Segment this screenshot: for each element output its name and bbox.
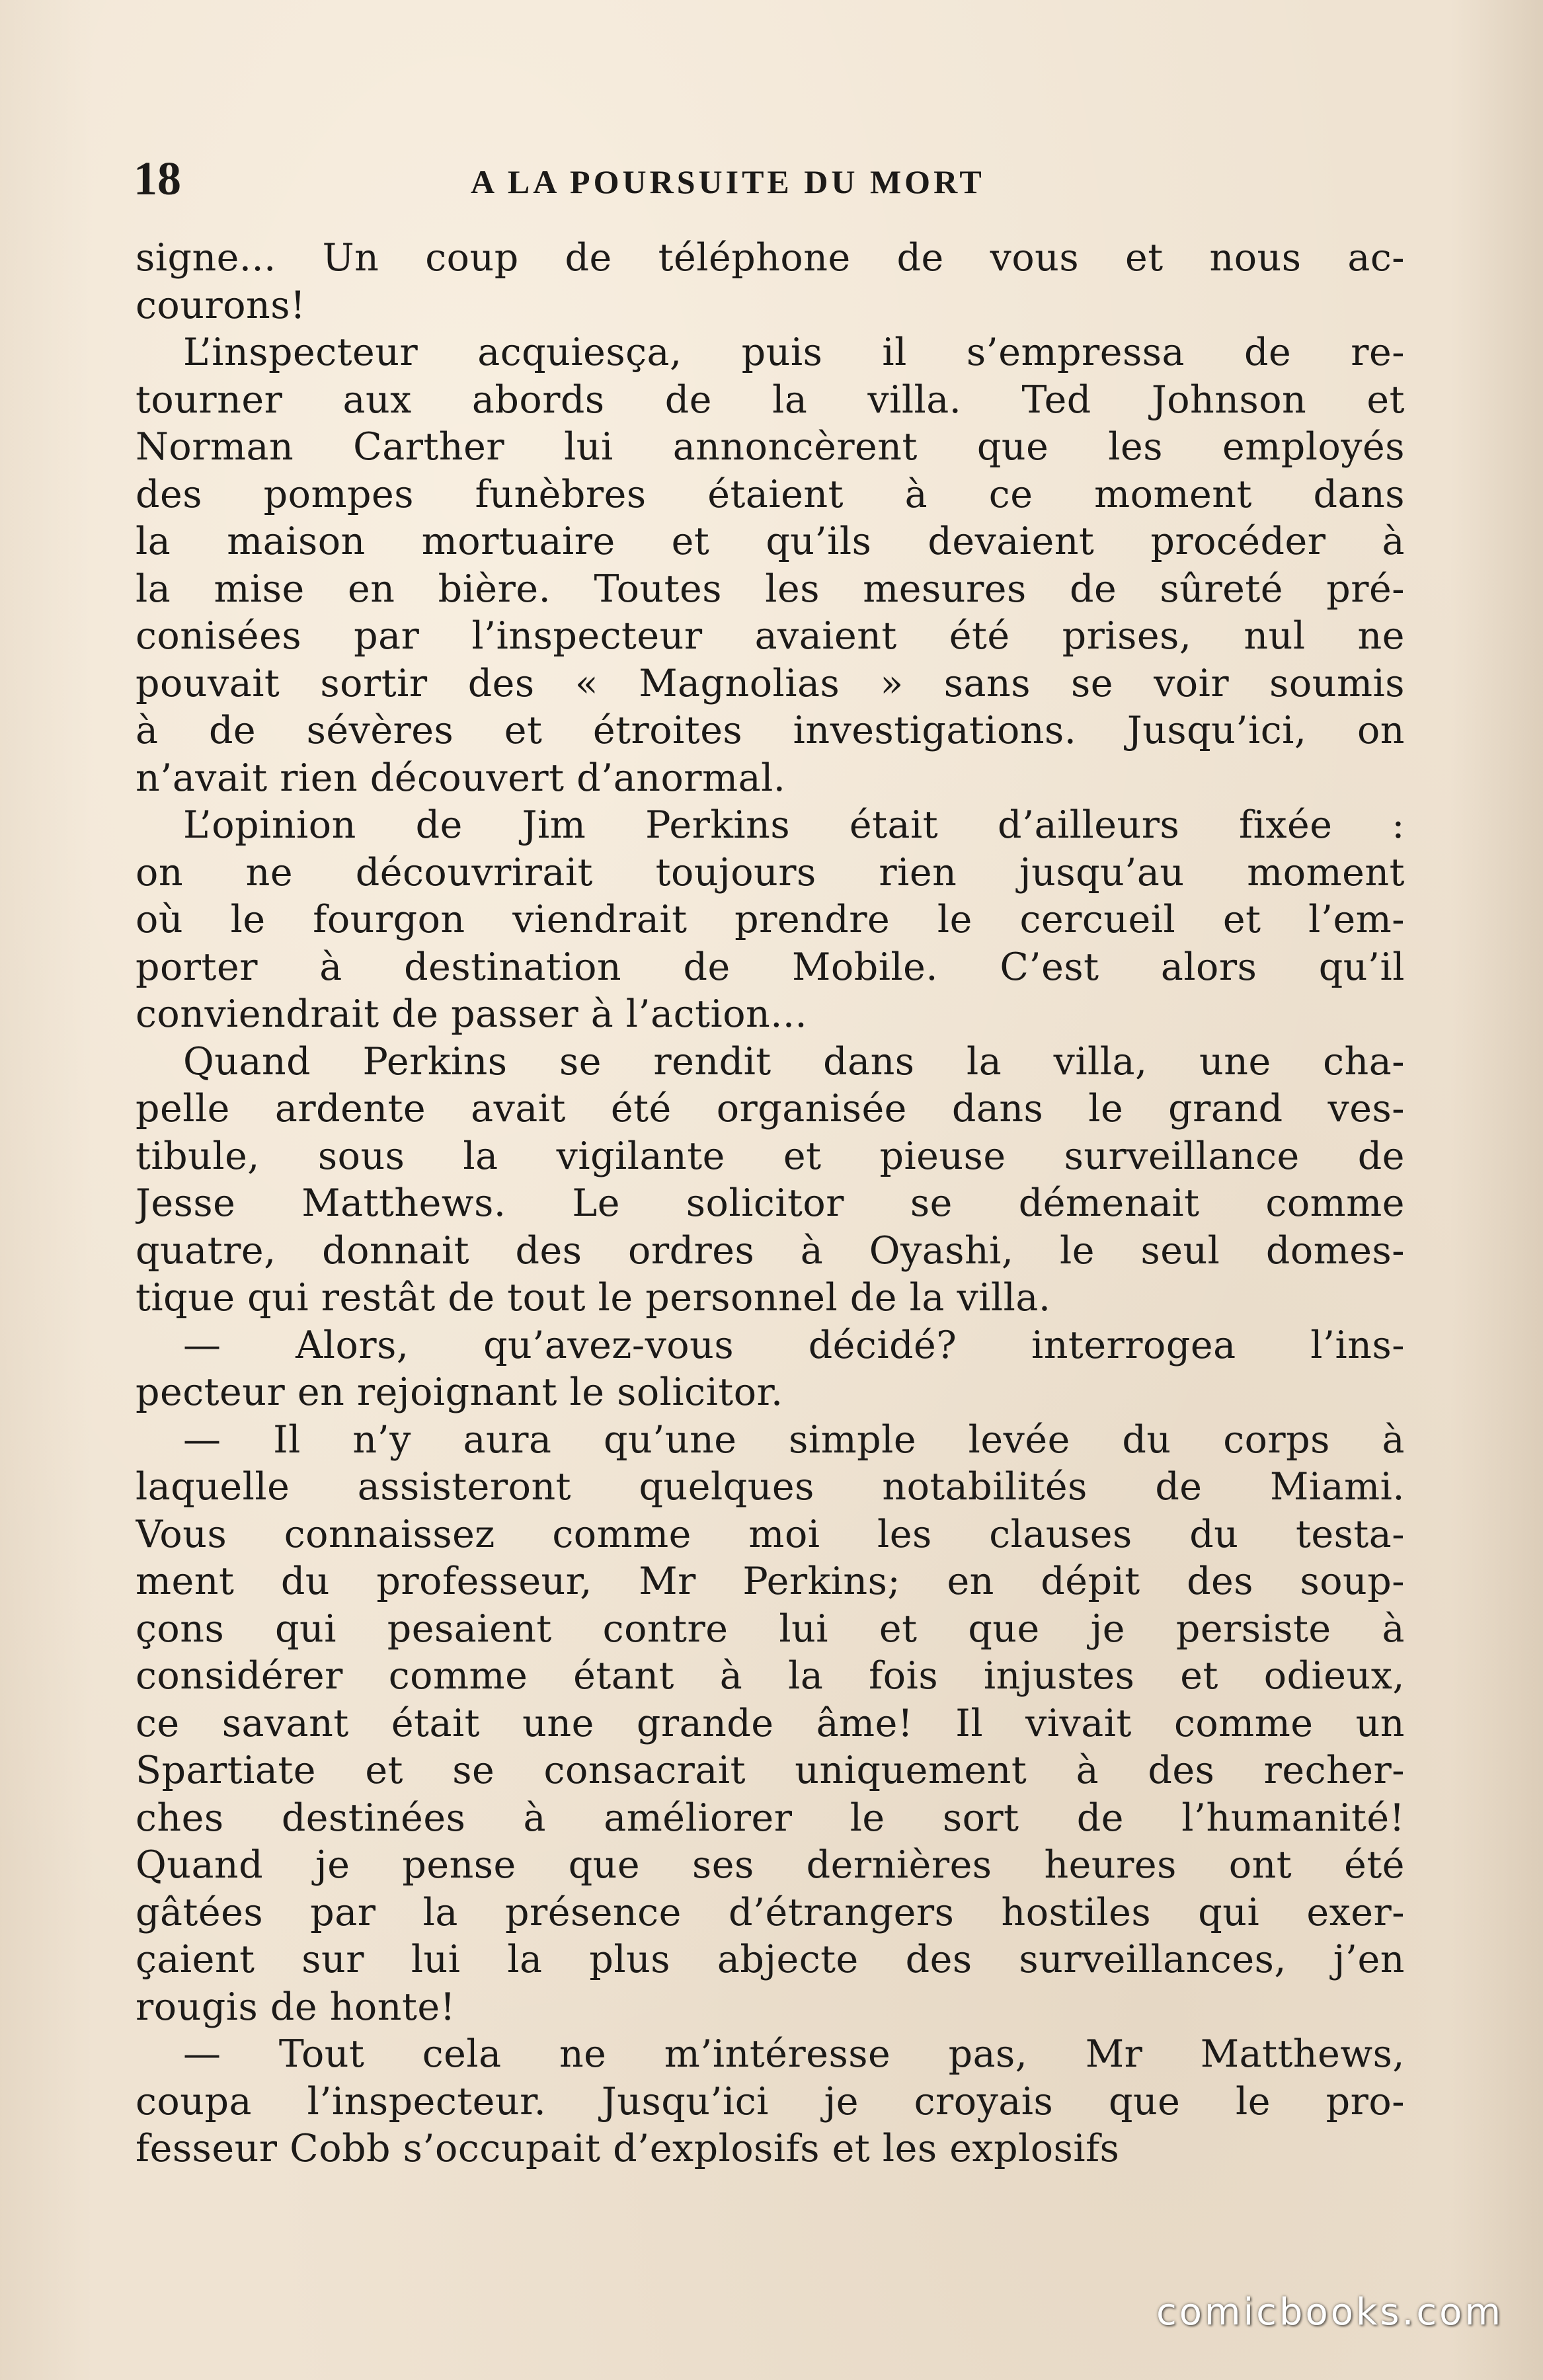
text-line: tique qui restât de tout le personnel de la villa. (136, 1276, 1051, 1320)
text-line: fesseur Cobb s’occupait d’explosifs et les explosifs (136, 2127, 1120, 2170)
text-line: Quand je pense que ses dernières heures ont été (136, 1843, 1405, 1887)
text-line: pouvait sortir des « Magnolias » sans se voir soumis (136, 661, 1405, 705)
watermark: comicbooks.com (1156, 2291, 1503, 2334)
page-header (134, 152, 1403, 205)
text-line: L’inspecteur acquiesça, puis il s’empressa de re- (183, 331, 1405, 374)
text-line: quatre, donnait des ordres à Oyashi, le seul domes- (136, 1228, 1405, 1273)
text-line: — Alors, qu’avez-vous décidé? interrogea l’ins- (183, 1323, 1405, 1367)
text-line: Jesse Matthews. Le solicitor se démenait comme (136, 1181, 1405, 1225)
text-line: signe... Un coup de téléphone de vous et nous ac- (136, 236, 1405, 280)
page-number: 18 (134, 152, 181, 205)
text-line: n’avait rien découvert d’anormal. (136, 756, 786, 800)
text-line: Spartiate et se consacrait uniquement à des recher- (136, 1749, 1405, 1792)
text-line: des pompes funèbres étaient à ce moment dans (136, 472, 1405, 516)
text-line: coupa l’inspecteur. Jusqu’ici je croyais que le pro- (136, 2079, 1405, 2123)
text-line: tibule, sous la vigilante et pieuse surveillance de (136, 1134, 1405, 1178)
running-title: A LA POURSUITE DU MORT (471, 163, 985, 200)
text-line: on ne découvrirait toujours rien jusqu’au moment (136, 850, 1405, 894)
text-line: où le fourgon viendrait prendre le cercueil et l’em- (136, 898, 1405, 941)
text-line: çaient sur lui la plus abjecte des surveillances, j’en (136, 1938, 1405, 1981)
text-line: Vous connaissez comme moi les clauses du testa- (136, 1512, 1405, 1556)
text-line: — Tout cela ne m’intéresse pas, Mr Matthews, (183, 2032, 1405, 2076)
text-line: à de sévères et étroites investigations. Jusqu’ici, on (136, 709, 1405, 752)
text-line: courons! (136, 283, 306, 327)
body-text (136, 235, 1405, 2173)
text-line: rougis de honte! (136, 1985, 455, 2029)
text-line: conviendrait de passer à l’action... (136, 992, 808, 1036)
text-line: conisées par l’inspecteur avaient été prises, nul ne (136, 614, 1405, 658)
text-line: Quand Perkins se rendit dans la villa, une cha- (183, 1039, 1405, 1084)
text-line: laquelle assisteront quelques notabilités de Miami. (136, 1465, 1405, 1509)
text-line: la maison mortuaire et qu’ils devaient procéder à (136, 520, 1405, 563)
text-line: Norman Carther lui annoncèrent que les employés (136, 425, 1405, 469)
text-line: gâtées par la présence d’étrangers hostiles qui exer- (136, 1890, 1405, 1934)
text-line: çons qui pesaient contre lui et que je persiste à (136, 1606, 1405, 1651)
text-line: porter à destination de Mobile. C’est alors qu’il (136, 945, 1405, 989)
text-line: pecteur en rejoignant le solicitor. (136, 1370, 783, 1414)
text-line: — Il n’y aura qu’une simple levée du corps à (183, 1417, 1405, 1462)
text-line: ment du professeur, Mr Perkins; en dépit des soup- (136, 1560, 1405, 1603)
text-line: tourner aux abords de la villa. Ted Johnson et (136, 377, 1405, 422)
text-line: ce savant était une grande âme! Il vivait comme un (136, 1701, 1405, 1745)
text-line: L’opinion de Jim Perkins était d’ailleurs fixée : (183, 803, 1405, 847)
text-line: considérer comme étant à la fois injustes et odieux, (136, 1654, 1405, 1698)
text-line: la mise en bière. Toutes les mesures de sûreté pré- (136, 567, 1405, 611)
text-line: ches destinées à améliorer le sort de l’humanité! (136, 1796, 1405, 1840)
text-line: pelle ardente avait été organisée dans le grand ves- (136, 1087, 1405, 1130)
